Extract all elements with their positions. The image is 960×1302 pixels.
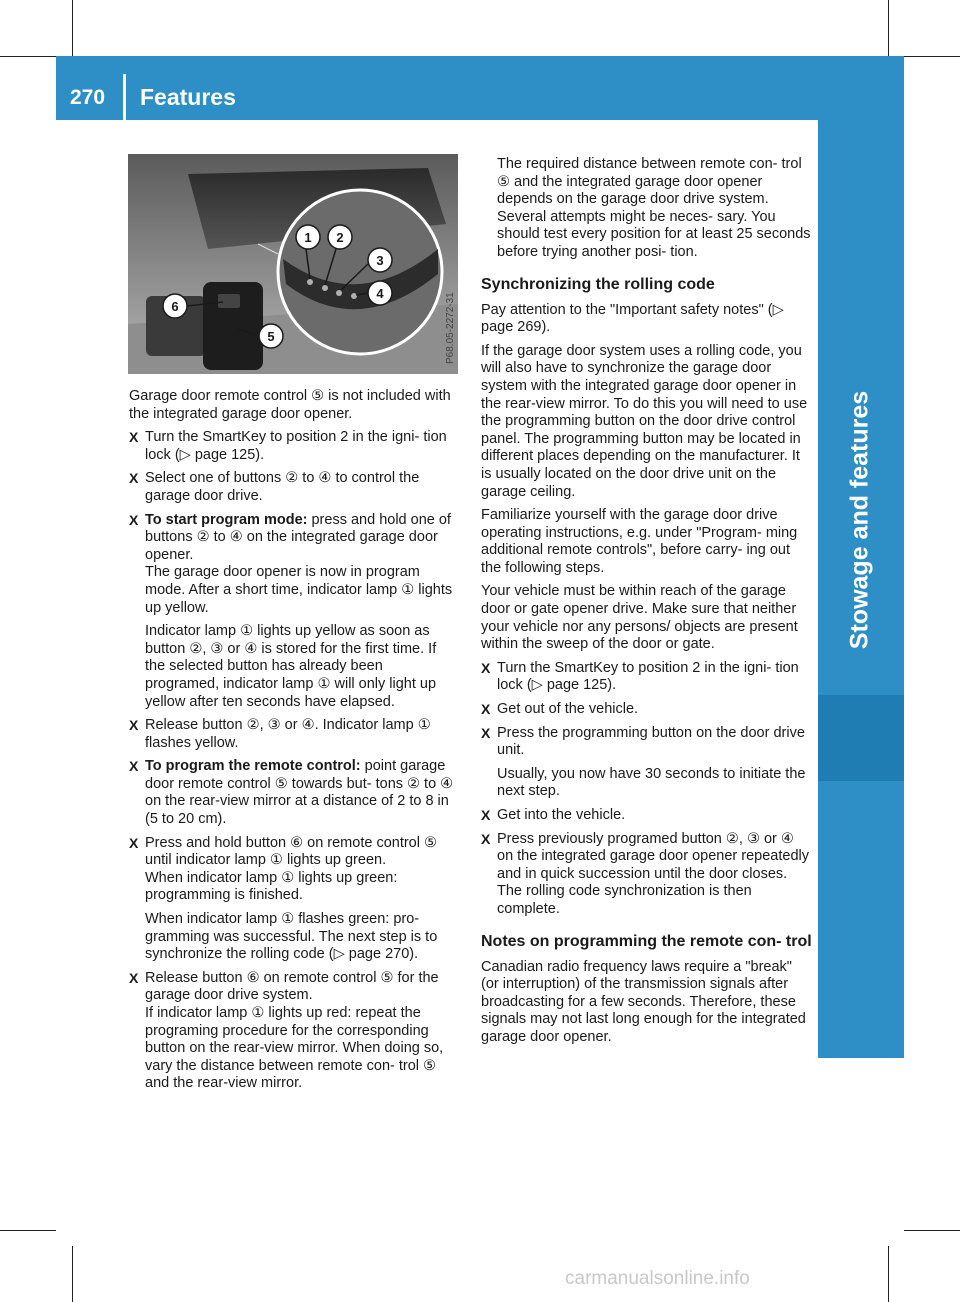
svg-text:4: 4: [376, 286, 384, 301]
left-column: [129, 388, 459, 1099]
list-item: X Turn the SmartKey to position 2 in the igni- tion lock (▷ page 125).: [129, 429, 447, 463]
list-item: X To program the remote control: point garage door remote control ⑤ towards but- tons ② to ④ on the rear-view mirror at a distance of 2 to 8 in (5 to 20 cm).: [129, 758, 454, 828]
crop-mark: [904, 56, 960, 57]
list-item: X Press previously programed button ②, ③ or ④ on the integrated garage door opener repeatedly and in quick succession until the door closes. The rolling code synchronization is then complete.: [481, 830, 809, 917]
list-item: X Get out of the vehicle.: [481, 701, 639, 718]
watermark: carmanualsonline.info: [565, 1268, 750, 1289]
page-number: 270: [70, 86, 106, 109]
paragraph: Familiarize yourself with the garage door drive operating instructions, e.g. under "Program- ming additional remote controls", before carry- ing out the following steps.: [481, 507, 798, 576]
section-heading: Notes on programming the remote con- trol: [481, 932, 812, 950]
svg-text:3: 3: [376, 253, 384, 268]
crop-mark: [72, 0, 73, 56]
paragraph: Pay attention to the "Important safety notes" (▷ page 269).: [481, 301, 784, 336]
list-item: X Release button ②, ③ or ④. Indicator lamp ① flashes yellow.: [129, 717, 431, 751]
paragraph: Your vehicle must be within reach of the garage door or gate opener drive. Make sure that neither your vehicle nor any persons/ objects are present within the sweep of the door or gate.: [481, 583, 798, 653]
crop-mark: [0, 56, 56, 57]
figure-illustration: [128, 154, 458, 374]
crop-mark: [72, 1246, 73, 1302]
svg-text:6: 6: [171, 299, 179, 314]
side-tab-label: Stowage and features: [845, 390, 874, 650]
list-item: X Press the programming button on the door drive unit.: [481, 724, 805, 759]
list-item: X To start program mode: press and hold one of buttons ② to ④ on the integrated garage door opener. The garage door opener is now in program mode. After a short time, indicator lamp ① lights up yellow.: [129, 511, 453, 616]
figure-rear-view-mirror: [128, 154, 458, 374]
list-item: X Press and hold button ⑥ on remote control ⑤ until indicator lamp ① lights up green. When indicator lamp ① lights up green: programming is finished.: [129, 834, 437, 904]
paragraph: Canadian radio frequency laws require a "break" (or interruption) of the transmission signals after broadcasting for a few seconds. Therefore, these signals may not last long enough for the integrated garage door opener.: [481, 958, 806, 1045]
crop-mark: [0, 1230, 56, 1231]
svg-text:1: 1: [304, 230, 312, 245]
figure-code: P68.05-2272-31: [445, 292, 456, 364]
paragraph: If the garage door system uses a rolling code, you will also have to synchronize the garage door system with the integrated garage door opener in the rear-view mirror. To do this you will need to use the programming button on the door drive control panel. The programming button may be located in different places depending on the manufacturer. It is usually located on the door drive unit on the garage ceiling.: [481, 342, 808, 500]
note-text: Indicator lamp ① lights up yellow as soon as button ②, ③ or ④ is stored for the first time. If the selected button has already been programed, indicator lamp ① will only light up yellow after ten seconds have elapsed.: [145, 623, 437, 710]
list-item: X Turn the SmartKey to position 2 in the igni- tion lock (▷ page 125).: [481, 659, 799, 694]
svg-text:2: 2: [336, 230, 344, 245]
crop-mark: [904, 1230, 960, 1231]
intro-text: Garage door remote control ⑤ is not included with the integrated garage door opener.: [129, 388, 451, 422]
list-item: X Release button ⑥ on remote control ⑤ for the garage door drive system. If indicator lamp ① lights up red: repeat the programing procedure for the corresponding button on the rear-view mirror. When doing so, vary the distance between remote con- trol ⑤ and the rear-view mirror.: [129, 969, 444, 1092]
section-heading: Synchronizing the rolling code: [481, 275, 715, 293]
list-item: X Select one of buttons ② to ④ to control the garage door drive.: [129, 470, 420, 504]
crop-mark: [888, 0, 889, 56]
svg-text:5: 5: [267, 329, 275, 344]
page-title: Features: [140, 84, 236, 110]
crop-mark: [888, 1246, 889, 1302]
note-text: The required distance between remote con- trol ⑤ and the integrated garage door opener depends on the garage door drive system. Several attempts might be neces- sary. You should test every position for at least 25 seconds before trying another posi- tion.: [497, 156, 811, 260]
list-item: X Get into the vehicle.: [481, 807, 626, 823]
note-text: When indicator lamp ① flashes green: pro- gramming was successful. The next step is to synchronize the rolling code (▷ page 270).: [145, 911, 438, 963]
header-divider: [123, 74, 126, 120]
side-tab-marker: [818, 695, 904, 781]
right-column: [481, 156, 813, 1053]
note-text: Usually, you now have 30 seconds to initiate the next step.: [497, 765, 806, 800]
